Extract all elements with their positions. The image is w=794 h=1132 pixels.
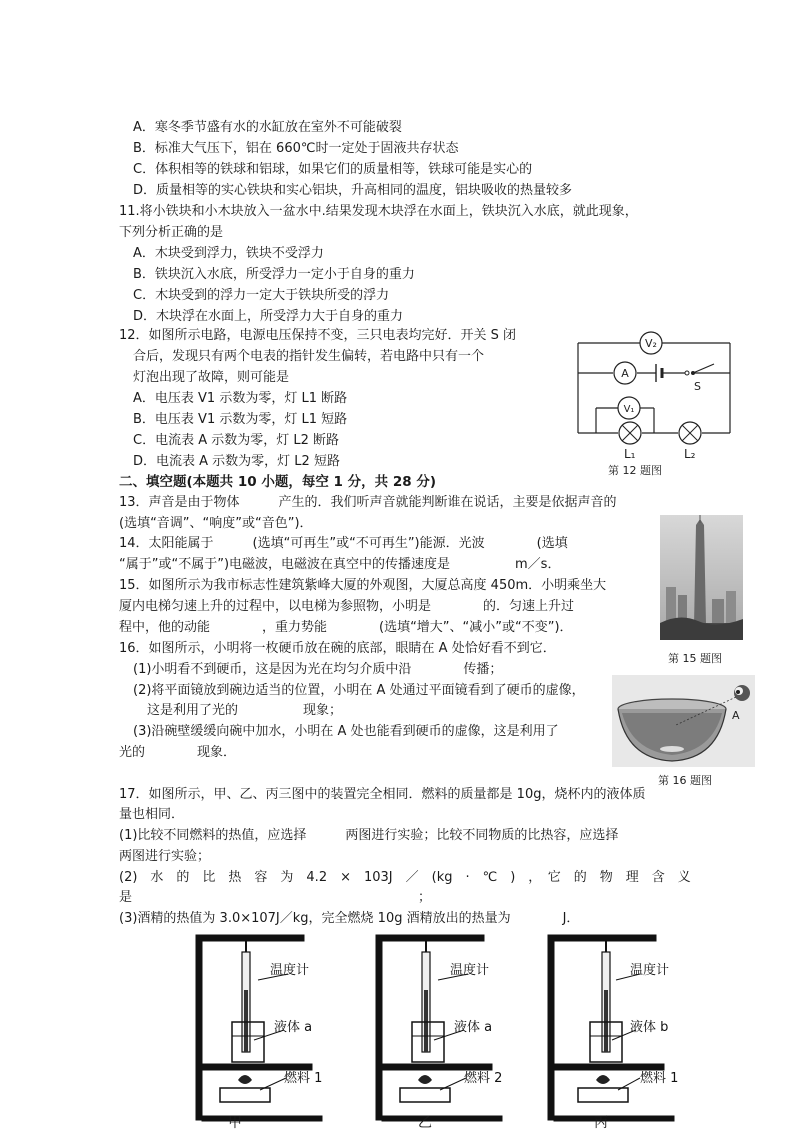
l1-label: L₁: [624, 447, 636, 461]
q15-line2: 厦内电梯匀速上升的过程中，以电梯为参照物，小明是 的．匀速上升过: [119, 599, 575, 614]
v2-label: V₂: [645, 337, 657, 350]
q10-option-a: A．寒冬季节盛有水的水缸放在室外不可能破裂: [133, 120, 402, 135]
q13-line2: (选填“音调”、“响度”或“音色”)．: [119, 516, 313, 531]
q17-line4: 两图进行实验；: [119, 849, 211, 864]
q11-stem-line2: 下列分析正确的是: [119, 225, 224, 240]
thermometer-label-jia: 温度计: [270, 963, 310, 978]
q17-line6: 是 ；: [119, 890, 432, 905]
eye-icon: [734, 685, 750, 701]
q12-stem-line1: 12．如图所示电路，电源电压保持不变，三只电表均完好．开关 S 闭: [119, 328, 517, 343]
q16-line4: 这是利用了光的 现象；: [147, 703, 343, 718]
thermometer-label-bing: 温度计: [630, 963, 670, 978]
q16-line1: 16．如图所示，小明将一枚硬币放在碗的底部，眼睛在 A 处恰好看不到它．: [119, 641, 556, 656]
coin-icon: [660, 746, 684, 752]
q11-option-a: A．木块受到浮力，铁块不受浮力: [133, 246, 324, 261]
q17-line2: 量也相同．: [119, 807, 185, 822]
q17-line7: (3)酒精的热值为 3.0×107J／kg，完全燃烧 10g 酒精放出的热量为 J．: [119, 911, 580, 926]
liquid-label-yi: 液体 a: [454, 1020, 493, 1035]
l2-label: L₂: [684, 447, 696, 461]
q17-line3: (1)比较不同燃料的热值，应选择 两图进行实验；比较不同物质的比热容，应选择: [119, 828, 619, 843]
apparatus-label-bing: 丙: [594, 1115, 608, 1131]
apparatus-jia: [188, 930, 348, 1123]
q14-line1: 14．太阳能属于 (选填“可再生”或“不可再生”)能源．光波 (选填: [119, 536, 568, 551]
q17-line1: 17．如图所示，甲、乙、丙三图中的装置完全相同．燃料的质量都是 10g，烧杯内的液体质: [119, 787, 646, 802]
q16-line5: (3)沿碗壁缓缓向碗中加水，小明在 A 处也能看到硬币的虚像，这是利用了: [133, 724, 559, 739]
liquid-label-jia: 液体 a: [274, 1020, 313, 1035]
q17-line5: (2) 水 的 比 热 容 为 4.2 × 103J ／ (kg · ℃ ) ， 它 的 物 理 含 义: [119, 870, 691, 885]
thermometer-label-yi: 温度计: [450, 963, 490, 978]
point-a-label: A: [732, 709, 740, 722]
apparatus-label-yi: 乙: [418, 1115, 432, 1131]
bowl-coin-figure: [612, 675, 755, 767]
q10-option-d: D．质量相等的实心铁块和实心铝块，升高相同的温度，铝块吸收的热量较多: [133, 183, 573, 198]
q15-line3: 程中，他的动能 ，重力势能 (选填“增大”、“减小”或“不变”)．: [119, 620, 573, 635]
q12-stem-line2: 合后，发现只有两个电表的指针发生偏转，若电路中只有一个: [133, 349, 485, 364]
q10-option-c: C．体积相等的铁球和铝球，如果它们的质量相等，铁球可能是实心的: [133, 162, 533, 177]
a-label: A: [621, 367, 629, 380]
q13-line1: 13．声音是由于物体 产生的．我们听声音就能判断谁在说话，主要是依据声音的: [119, 495, 617, 510]
s-label: S: [694, 380, 701, 393]
v1-label: V₁: [623, 404, 635, 415]
q16-line2: (1)小明看不到硬币，这是因为光在均匀介质中沿 传播；: [133, 662, 503, 677]
q11-stem-line1: 11.将小铁块和小木块放入一盆水中.结果发现木块浮在水面上，铁块沉入水底，就此现象，: [119, 204, 638, 219]
fuel-label-yi: 燃料 2: [464, 1071, 503, 1086]
q12-stem-line3: 灯泡出现了故障，则可能是: [133, 370, 290, 385]
q15-line1: 15．如图所示为我市标志性建筑紫峰大厦的外观图，大厦总高度 450m．小明乘坐大: [119, 578, 607, 593]
q16-line6: 光的 现象．: [119, 745, 237, 760]
q12-option-b: B．电压表 V1 示数为零，灯 L1 短路: [133, 412, 348, 427]
q10-option-b: B．标准大气压下，铝在 660℃时一定处于固液共存状态: [133, 141, 459, 156]
lamp-l2-icon: [679, 422, 701, 444]
liquid-label-bing: 液体 b: [630, 1020, 669, 1035]
fuel-label-jia: 燃料 1: [284, 1071, 323, 1086]
q12-option-d: D．电流表 A 示数为零，灯 L2 短路: [133, 454, 340, 469]
q16-line3: (2)将平面镜放到碗边适当的位置，小明在 A 处通过平面镜看到了硬币的虚像，: [133, 683, 585, 698]
q11-option-c: C．木块受到的浮力一定大于铁块所受的浮力: [133, 288, 390, 303]
q12-circuit-diagram: [570, 330, 740, 480]
lamp-l1-icon: [619, 422, 641, 444]
q14-line2: “属于”或“不属于”)电磁波，电磁波在真空中的传播速度是 m／s．: [119, 557, 561, 572]
q12-option-c: C．电流表 A 示数为零，灯 L2 断路: [133, 433, 340, 448]
apparatus-yi: [368, 930, 528, 1123]
apparatus-label-jia: 甲: [228, 1115, 242, 1131]
fuel-label-bing: 燃料 1: [640, 1071, 679, 1086]
apparatus-bing: [540, 930, 700, 1123]
q15-figure-caption: 第 15 题图: [668, 652, 722, 665]
q12-option-a: A．电压表 V1 示数为零，灯 L1 断路: [133, 391, 348, 406]
q12-figure-caption: 第 12 题图: [608, 464, 662, 477]
zifeng-tower-photo: [660, 515, 743, 640]
q11-option-b: B．铁块沉入水底，所受浮力一定小于自身的重力: [133, 267, 415, 282]
q16-figure-caption: 第 16 题图: [658, 774, 712, 787]
section2-title: 二、填空题(本题共 10 小题，每空 1 分，共 28 分): [119, 474, 437, 490]
q11-option-d: D．木块浮在水面上，所受浮力大于自身的重力: [133, 309, 404, 324]
